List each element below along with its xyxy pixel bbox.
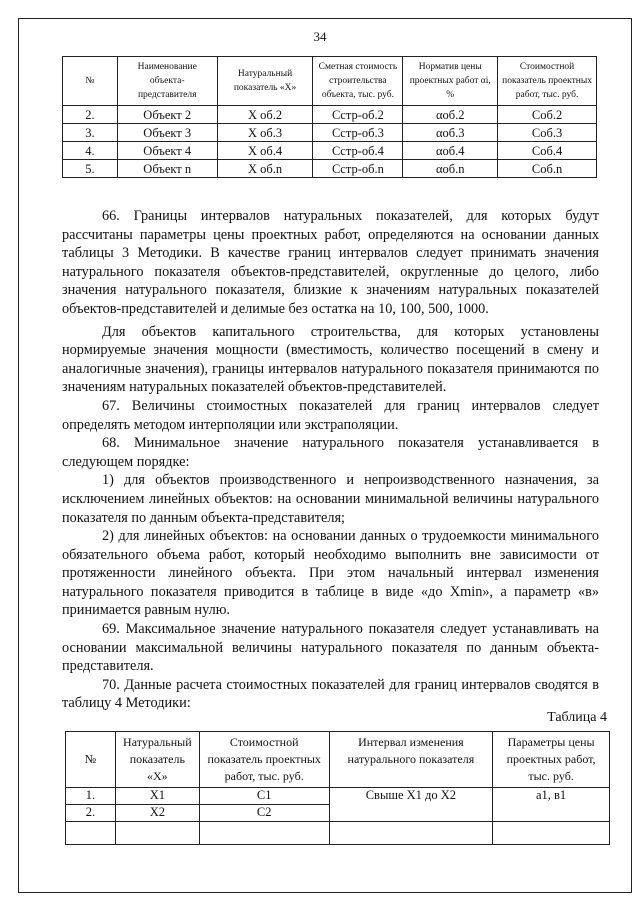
table-row	[66, 788, 610, 805]
header-estimated-cost: Сметная стоимость строительства объекта, тыс. руб.	[313, 57, 403, 106]
cell: a1, в1	[493, 788, 610, 822]
cell: X об.3	[217, 124, 313, 142]
table-header-row	[66, 732, 610, 788]
cell: Cоб.3	[498, 124, 597, 142]
cell: 1.	[66, 788, 116, 805]
cell: Объект 4	[117, 142, 217, 160]
cell: αоб.3	[403, 124, 498, 142]
header-cost-indicator: Стоимостной показатель проектных работ, тыс. руб.	[498, 57, 597, 106]
cell	[66, 822, 116, 845]
cell: αоб.4	[403, 142, 498, 160]
table-row	[63, 160, 597, 178]
paragraph-69: 69. Максимальное значение натурального показателя следует устанавливать на основании максимальной величины натурального показателя по данным объекта-представителя.	[62, 621, 599, 675]
cell	[493, 822, 610, 845]
table-4	[65, 731, 610, 845]
header-natural-indicator: Натуральный показатель «X»	[115, 732, 199, 788]
cell: Cоб.4	[498, 142, 597, 160]
cell: X об.n	[217, 160, 313, 178]
cell: 2.	[63, 106, 118, 124]
header-cost-indicator: Стоимостной показатель проектных работ, тыс. руб.	[199, 732, 329, 788]
page-border-left	[18, 18, 19, 893]
table-row	[63, 142, 597, 160]
cell: X1	[115, 788, 199, 805]
paragraph-68: 68. Минимальное значение натурального показателя устанавливается в следующем порядке:	[62, 435, 599, 470]
header-object-name: Наименование объекта-представителя	[117, 57, 217, 106]
cell: Cстр-об.4	[313, 142, 403, 160]
paragraph-66: 66. Границы интервалов натуральных показателей, для которых будут рассчитаны параметры цены проектных работ, определяются на основании данных таблицы 3 Методики. В качестве границ интервалов следует принимать значения натурального показателя объектов-представителей, округленные до целого, либо значения натурального показателя, близкие к значениям натуральных показателей объектов-представителей и делимые без остатка на 10, 100, 500, 1000.	[62, 208, 599, 317]
table-row	[63, 106, 597, 124]
cell: 3.	[63, 124, 118, 142]
paragraph-70: 70. Данные расчета стоимостных показателей для границ интервалов сводятся в таблицу 4 Методики:	[62, 676, 599, 712]
cell: C2	[199, 805, 329, 822]
table-header-row	[63, 57, 597, 106]
header-natural-indicator: Натуральный показатель «X»	[217, 57, 313, 106]
cell: X об.2	[217, 106, 313, 124]
paragraph-66b: Для объектов капитального строительства, для которых установлены нормируемые значения мощности (вместимость, количество посещений в смену и аналогичные значения), границы интервалов натурального показателя принимаются по значениям натуральных показателей объектов-представителей.	[62, 323, 599, 396]
header-number: №	[63, 57, 118, 106]
table-row	[66, 822, 610, 845]
cell: Cстр-об.n	[313, 160, 403, 178]
cell	[199, 822, 329, 845]
cell: Свыше X1 до X2	[329, 788, 493, 822]
table-4-label: Таблица 4	[547, 710, 607, 725]
paragraph-67: 67. Величины стоимостных показателей для границ интервалов следует определять методом интерполяции или экстраполяции.	[62, 397, 599, 433]
paragraph-68-item-1: 1) для объектов производственного и непроизводственного назначения, за исключением линейных объектов: на основании минимальной величины натурального показателя по данным объекта-представителя;	[62, 472, 599, 526]
cell: Cоб.2	[498, 106, 597, 124]
table-row	[63, 124, 597, 142]
cell: C1	[199, 788, 329, 805]
header-price-params: Параметры цены проектных работ, тыс. руб.	[493, 732, 610, 788]
cell: αоб.2	[403, 106, 498, 124]
cell	[115, 822, 199, 845]
cell	[329, 822, 493, 845]
cell: Объект 3	[117, 124, 217, 142]
page-border-bottom	[18, 892, 632, 893]
cell: Объект 2	[117, 106, 217, 124]
cell: 4.	[63, 142, 118, 160]
cell: αоб.n	[403, 160, 498, 178]
header-interval: Интервал изменения натурального показателя	[329, 732, 493, 788]
header-number: №	[66, 732, 116, 788]
paragraph-68-item-2: 2) для линейных объектов: на основании данных о трудоемкости минимального обязательного объема работ, который необходимо выполнить вне зависимости от протяженности линейного объекта. При этом начальный интервал изменения натурального показателя приводится в таблице в виде «до Xmin», а параметр «в» принимается равным нулю.	[62, 528, 599, 619]
cell: 2.	[66, 805, 116, 822]
table-3	[62, 56, 597, 178]
cell: X2	[115, 805, 199, 822]
page-number: 34	[313, 29, 327, 44]
cell: 5.	[63, 160, 118, 178]
header-price-norm: Норматив цены проектных работ αi, %	[403, 57, 498, 106]
cell: Объект n	[117, 160, 217, 178]
cell: X об.4	[217, 142, 313, 160]
page-border-right	[631, 18, 632, 893]
body-text	[62, 207, 599, 713]
cell: Cстр-об.3	[313, 124, 403, 142]
page-border-top	[18, 18, 632, 19]
cell: Cоб.n	[498, 160, 597, 178]
cell: Cстр-об.2	[313, 106, 403, 124]
